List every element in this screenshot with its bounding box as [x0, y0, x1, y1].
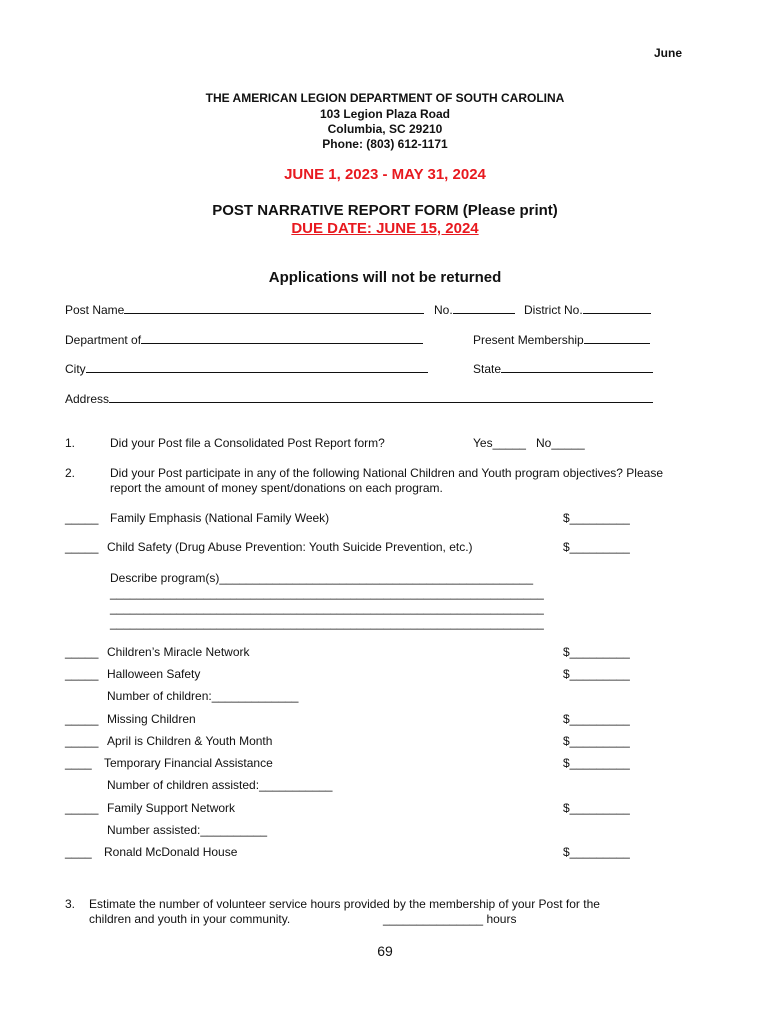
item-label[interactable]: Number assisted:__________ [107, 823, 268, 837]
describe-line[interactable]: _________________________________________________________________ [110, 586, 544, 600]
org-city: Columbia, SC 29210 [327, 122, 443, 136]
item-amount[interactable]: $_________ [563, 645, 630, 659]
post-name-line[interactable] [124, 302, 424, 314]
city-line[interactable] [86, 361, 428, 373]
program-blank[interactable]: _____ [65, 540, 99, 554]
district-number-label: District No. [524, 303, 583, 317]
q3-text-line2: children and youth in your community. [89, 912, 291, 926]
describe-line[interactable]: _________________________________________________________________ [110, 601, 544, 615]
report-period: JUNE 1, 2023 - MAY 31, 2024 [284, 166, 486, 183]
program-blank[interactable]: _____ [65, 511, 99, 525]
membership-line[interactable] [584, 332, 650, 344]
org-phone: Phone: (803) 612-1171 [322, 137, 448, 151]
q2-text-line2: report the amount of money spent/donations on each program. [110, 481, 443, 495]
q1-text: Did your Post file a Consolidated Post Report form? [110, 436, 385, 450]
state-field[interactable] [473, 361, 653, 376]
membership-field[interactable] [473, 332, 650, 347]
program-label: Family Emphasis (National Family Week) [110, 511, 330, 525]
q1-number: 1. [65, 436, 76, 450]
department-field[interactable] [65, 332, 423, 347]
q2-number: 2. [65, 466, 76, 480]
item-label[interactable]: Number of children assisted:___________ [107, 778, 333, 792]
city-label: City [65, 362, 86, 376]
item-label: Missing Children [107, 712, 196, 726]
item-amount[interactable]: $_________ [563, 756, 630, 770]
state-line[interactable] [501, 361, 653, 373]
item-label: Halloween Safety [107, 667, 201, 681]
item-amount[interactable]: $_________ [563, 734, 630, 748]
corner-label: June [654, 46, 683, 60]
q1-yes[interactable]: Yes_____ [473, 436, 526, 450]
q3-number: 3. [65, 897, 76, 911]
item-amount[interactable]: $_________ [563, 801, 630, 815]
org-address: 103 Legion Plaza Road [319, 107, 451, 121]
membership-label: Present Membership [473, 333, 584, 347]
org-name: THE AMERICAN LEGION DEPARTMENT OF SOUTH CAROLINA [205, 91, 565, 105]
post-number-line[interactable] [453, 302, 515, 314]
item-blank[interactable]: _____ [65, 801, 99, 815]
q2-text-line1: Did your Post participate in any of the following National Children and Youth program objectives? Please [110, 466, 663, 480]
district-number-field[interactable] [524, 302, 651, 317]
state-label: State [473, 362, 502, 376]
item-blank[interactable]: _____ [65, 734, 99, 748]
item-blank[interactable]: _____ [65, 712, 99, 726]
address-field[interactable] [65, 391, 653, 406]
city-field[interactable] [65, 361, 428, 376]
item-blank[interactable]: _____ [65, 645, 99, 659]
item-label: April is Children & Youth Month [107, 734, 273, 748]
q3-text-line1: Estimate the number of volunteer service hours provided by the membership of your Post for the [89, 897, 600, 911]
item-blank[interactable]: ____ [65, 845, 92, 859]
item-label: Temporary Financial Assistance [104, 756, 273, 770]
q1-no[interactable]: No_____ [536, 436, 585, 450]
item-amount[interactable]: $_________ [563, 845, 630, 859]
department-line[interactable] [141, 332, 423, 344]
item-label: Family Support Network [107, 801, 236, 815]
form-title: POST NARRATIVE REPORT FORM (Please print) [212, 202, 558, 219]
address-line[interactable] [109, 391, 653, 403]
post-name-label: Post Name [65, 303, 125, 317]
program-label: Child Safety (Drug Abuse Prevention: Youth Suicide Prevention, etc.) [107, 540, 473, 554]
item-blank[interactable]: ____ [65, 756, 92, 770]
post-number-label: No. [434, 303, 453, 317]
post-number-field[interactable] [434, 302, 515, 317]
due-date: DUE DATE: JUNE 15, 2024 [291, 220, 479, 237]
item-label: Ronald McDonald House [104, 845, 238, 859]
notice: Applications will not be returned [268, 269, 502, 286]
item-label[interactable]: Number of children:_____________ [107, 689, 299, 703]
district-number-line[interactable] [583, 302, 651, 314]
program-amount[interactable]: $_________ [563, 511, 630, 525]
address-label: Address [65, 392, 110, 406]
program-amount[interactable]: $_________ [563, 540, 630, 554]
q3-hours[interactable]: _______________ hours [383, 912, 517, 926]
describe-line[interactable]: _________________________________________________________________ [110, 616, 544, 630]
item-amount[interactable]: $_________ [563, 712, 630, 726]
item-blank[interactable]: _____ [65, 667, 99, 681]
describe-programs[interactable]: Describe program(s)_______________________________________________ [110, 571, 534, 585]
post-name-field[interactable] [65, 302, 424, 317]
department-label: Department of [65, 333, 142, 347]
item-label: Children’s Miracle Network [107, 645, 250, 659]
page-number: 69 [377, 943, 393, 959]
item-amount[interactable]: $_________ [563, 667, 630, 681]
